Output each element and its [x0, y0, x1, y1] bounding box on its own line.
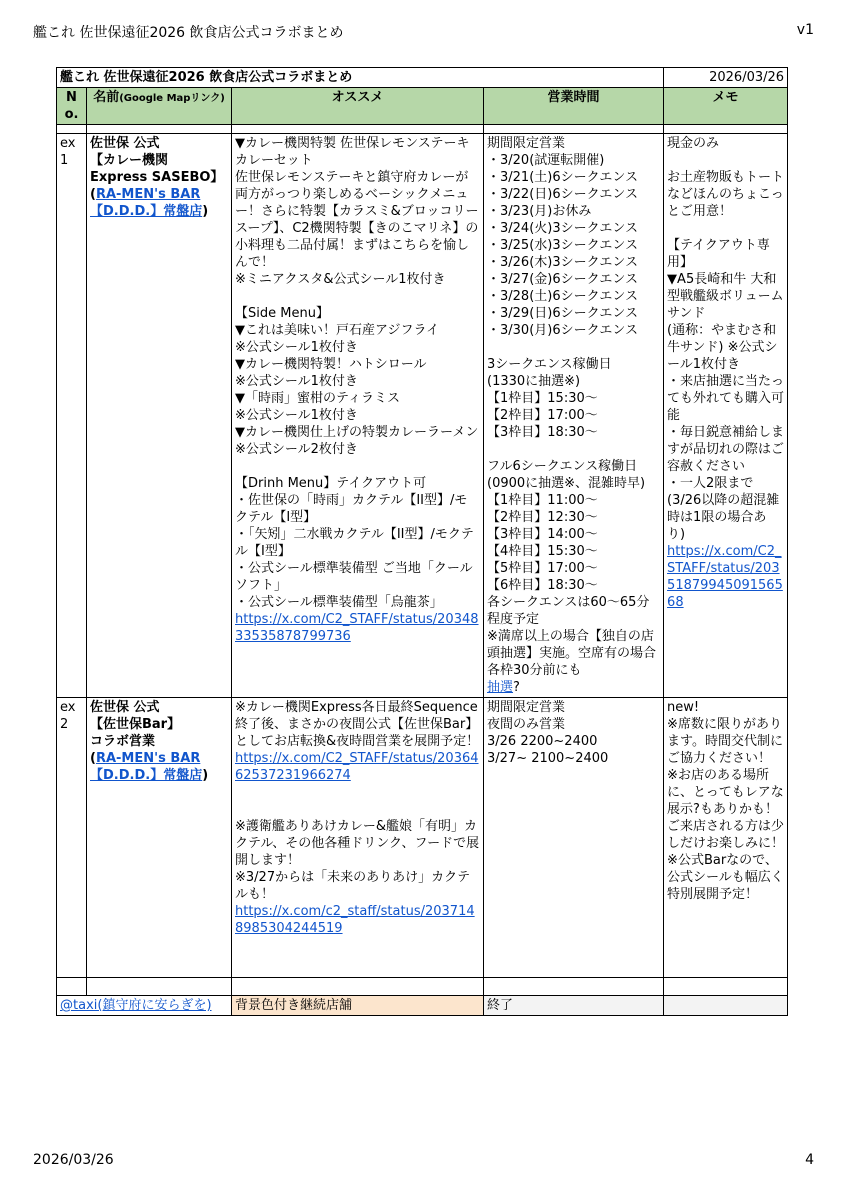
- row-memo: [664, 134, 788, 698]
- table-title: 艦これ 佐世保遠征2026 飲食店公式コラボまとめ: [57, 68, 664, 88]
- cell-line: 【1枠目】15:30～: [487, 391, 598, 406]
- cell-line: 【2枠目】12:30～: [487, 510, 598, 525]
- cell-line: ・3/28(土)6シークエンス: [487, 289, 638, 304]
- cell-line: 【3枠目】14:00～: [487, 527, 598, 542]
- col-name: [87, 88, 232, 125]
- footer-date: 2026/03/26: [33, 1152, 114, 1168]
- cell-line: ・「矢矧」二水戦カクテル【II型】/モクテル【I型】: [235, 527, 474, 559]
- cell-line: 現金のみ: [667, 136, 720, 151]
- row-name: [87, 698, 232, 978]
- cell-line: ※3/27からは「未来のありあけ」カクテルも！: [235, 870, 471, 902]
- cell-line: 【Side Menu】: [235, 306, 329, 321]
- x-post-link[interactable]: https://x.com/c2_staff/status/2037148985304244519: [235, 904, 475, 936]
- cell-line: new!: [667, 700, 700, 715]
- cell-line: ・公式シール標準装備型 ご当地「クールソフト」: [235, 561, 473, 593]
- name-line: 【佐世保Bar】: [90, 717, 181, 732]
- cell-line: ▼これは美味い！戸石産アジフライ: [235, 323, 440, 338]
- cell-line: ・3/25(水)3シークエンス: [487, 238, 638, 253]
- cell-line: (1330に抽選※): [487, 374, 581, 389]
- cell-line: ※席数に限りがあります。時間交代制にご協力ください！: [667, 717, 784, 766]
- cell-line: 夜間のみ営業: [487, 717, 566, 732]
- page-footer: [33, 1152, 814, 1168]
- cell-line: ・3/30(月)6シークエンス: [487, 323, 638, 338]
- table-row: [57, 134, 788, 698]
- cell-line: 【テイクアウト専用】: [667, 238, 770, 270]
- cell-line: 期間限定営業: [487, 136, 566, 151]
- cell-line: ・来店抽選に当たっても外れても購入可能: [667, 374, 785, 423]
- row-name: [87, 134, 232, 698]
- cell-line: 各シークエンスは60～65分程度予定: [487, 595, 650, 627]
- cell-line: ※ミニアクスタ&公式シール1枚付き: [235, 272, 446, 287]
- page-header-title: 艦これ 佐世保遠征2026 飲食店公式コラボまとめ: [33, 25, 344, 41]
- name-line: 佐世保 公式: [90, 136, 160, 151]
- cell-line: ・3/20(試運転開催): [487, 153, 605, 168]
- cell-line: ▼カレー機関特製 佐世保レモンステーキカレーセット: [235, 136, 470, 168]
- row-memo: [664, 698, 788, 978]
- cell-line: ※公式シール1枚付き: [235, 374, 358, 389]
- cell-line: ▼「時雨」蜜柑のティラミス: [235, 391, 400, 406]
- memo-list: [667, 699, 784, 903]
- cell-line: ・3/24(火)3シークエンス: [487, 221, 638, 236]
- cell-line: (0900に抽選※、混雑時早): [487, 476, 646, 491]
- row-no: ex1: [57, 134, 87, 698]
- paren-open: (: [90, 187, 96, 202]
- cell-line: [235, 288, 480, 305]
- cell-line: ※護衛艦ありあけカレー&艦娘「有明」カクテル、その他各種ドリンク、フードで展開します！: [235, 819, 480, 868]
- row-osusume: [232, 134, 484, 698]
- cell-line: 3/26 2200~2400: [487, 734, 598, 749]
- x-post-link[interactable]: https://x.com/C2_STAFF/status/2035187994509156568: [667, 544, 783, 610]
- cell-line: [235, 458, 480, 475]
- cell-line: ※お店のある場所に、とってもレアな展示?もありかも！ご来店される方は少しだけお楽しみに！: [667, 768, 785, 851]
- page-number: 4: [805, 1152, 814, 1168]
- cell-line: ▼カレー機関仕上げの特製カレーラーメン: [235, 425, 479, 440]
- cell-line: 【4枠目】15:30～: [487, 544, 598, 559]
- cell-line: ※公式シール1枚付き: [235, 340, 358, 355]
- cell-line: フル6シークエンス稼働日: [487, 459, 638, 474]
- cell-line: ・3/26(木)3シークエンス: [487, 255, 638, 270]
- page-header: [33, 22, 814, 44]
- cell-line: 【2枠目】17:00～: [487, 408, 598, 423]
- x-post-link[interactable]: https://x.com/C2_STAFF/status/2036462537231966274: [235, 751, 479, 783]
- hours-suffix: ?: [513, 680, 520, 695]
- lottery-link[interactable]: 抽選: [487, 680, 514, 695]
- cell-line: ・一人2限まで: [667, 476, 754, 491]
- cell-line: [667, 220, 784, 237]
- credit-link[interactable]: @taxi(鎮守府に安らぎを): [60, 998, 212, 1013]
- cell-line: ※満席以上の場合【独自の店頭抽選】実施。空席有の場合各枠30分前にも: [487, 629, 657, 678]
- row-hours: [484, 698, 664, 978]
- col-memo: メモ: [664, 88, 788, 125]
- collab-table: [56, 67, 788, 1016]
- map-link[interactable]: RA-MEN's BAR【D.D.D.】常盤店: [90, 751, 203, 783]
- cell-line: ・3/22(日)6シークエンス: [487, 187, 638, 202]
- row-no: ex2: [57, 698, 87, 978]
- col-no: No.: [57, 88, 87, 125]
- cell-line: ・3/29(日)6シークエンス: [487, 306, 638, 321]
- table-title-row: [57, 68, 788, 88]
- col-hours: 営業時間: [484, 88, 664, 125]
- legend-ended: 終了: [484, 996, 664, 1016]
- cell-line: (3/26以降の超混雑時は1限の場合あり): [667, 493, 780, 542]
- row-osusume: [232, 698, 484, 978]
- name-line: 佐世保 公式: [90, 700, 160, 715]
- legend-credit-cell: [57, 996, 232, 1016]
- osusume-list: [235, 818, 480, 903]
- paren-close: ): [202, 204, 209, 219]
- cell-line: お土産物販もトートなどほんのちょこっとご用意！: [667, 170, 785, 219]
- name-line: コラボ営業: [90, 734, 156, 749]
- legend-continuing: 背景色付き継続店舗: [232, 996, 484, 1016]
- name-line: Express SASEBO】: [90, 170, 224, 185]
- hours-list: [487, 699, 660, 767]
- page-version: v1: [796, 22, 814, 38]
- cell-line: 【5枠目】17:00～: [487, 561, 598, 576]
- paren-close: ): [202, 768, 209, 783]
- cell-line: ▼A5長崎和牛 大和型戦艦級ボリュームサンド: [667, 272, 784, 321]
- paren-open: (: [90, 751, 96, 766]
- memo-list: [667, 135, 784, 543]
- cell-line: 【6枠目】18:30～: [487, 578, 598, 593]
- cell-line: ・3/23(月)お休み: [487, 204, 592, 219]
- cell-line: 【1枠目】11:00～: [487, 493, 598, 508]
- cell-line: ※公式シール2枚付き: [235, 442, 358, 457]
- cell-line: ▼カレー機関特製！ハトシロール: [235, 357, 427, 372]
- legend-empty: [664, 996, 788, 1016]
- hours-list: [487, 135, 660, 679]
- col-osusume: オススメ: [232, 88, 484, 125]
- cell-line: 3/27~ 2100~2400: [487, 751, 609, 766]
- x-post-link[interactable]: https://x.com/C2_STAFF/status/2034833535878799736: [235, 612, 479, 644]
- cell-line: 期間限定営業: [487, 700, 566, 715]
- cell-line: ・公式シール標準装備型「烏龍茶」: [235, 595, 443, 610]
- cell-line: [667, 152, 784, 169]
- legend-row: [57, 996, 788, 1016]
- spacer-row: [57, 978, 788, 996]
- col-name-label: 名前: [93, 90, 120, 105]
- cell-line: (通称：やまむさ和牛サンド) ※公式シール1枚付き: [667, 323, 778, 372]
- cell-line: 3シークエンス稼働日: [487, 357, 612, 372]
- row-hours: [484, 134, 664, 698]
- name-line: 【カレー機関: [90, 153, 169, 168]
- cell-line: [487, 339, 660, 356]
- spacer-row: [57, 125, 788, 134]
- cell-line: ・佐世保の「時雨」カクテル【II型】/モクテル【I型】: [235, 493, 468, 525]
- cell-line: ※公式シール1枚付き: [235, 408, 358, 423]
- osusume-text: ※カレー機関Express各日最終Sequence終了後、まさかの夜間公式【佐世保Bar】としてお店転換&夜時間営業を展開予定！: [235, 700, 480, 749]
- col-name-note: (Google Mapリンク): [119, 93, 225, 104]
- cell-line: 【Drinh Menu】テイクアウト可: [235, 476, 427, 491]
- cell-line: 【3枠目】18:30～: [487, 425, 598, 440]
- header-row: [57, 88, 788, 125]
- map-link[interactable]: RA-MEN's BAR【D.D.D.】常盤店: [90, 187, 203, 219]
- cell-line: 佐世保レモンステーキと鎮守府カレーが両方がっつり楽しめるベーシックメニュー！さらに特製【カラスミ&ブロッコリースープ】、C2機関特製【きのこマリネ】の小料理も二品付属！まずはこちらを愉しんで！: [235, 170, 479, 270]
- table-date: 2026/03/26: [664, 68, 788, 88]
- cell-line: ・3/27(金)6シークエンス: [487, 272, 638, 287]
- cell-line: [487, 441, 660, 458]
- cell-line: ・毎日鋭意補給しますが品切れの際はご容赦ください: [667, 425, 785, 474]
- table-row: [57, 698, 788, 978]
- cell-line: ・3/21(土)6シークエンス: [487, 170, 638, 185]
- cell-line: ※公式Barなので、公式シールも幅広く特別展開予定！: [667, 853, 784, 902]
- osusume-list: [235, 135, 480, 611]
